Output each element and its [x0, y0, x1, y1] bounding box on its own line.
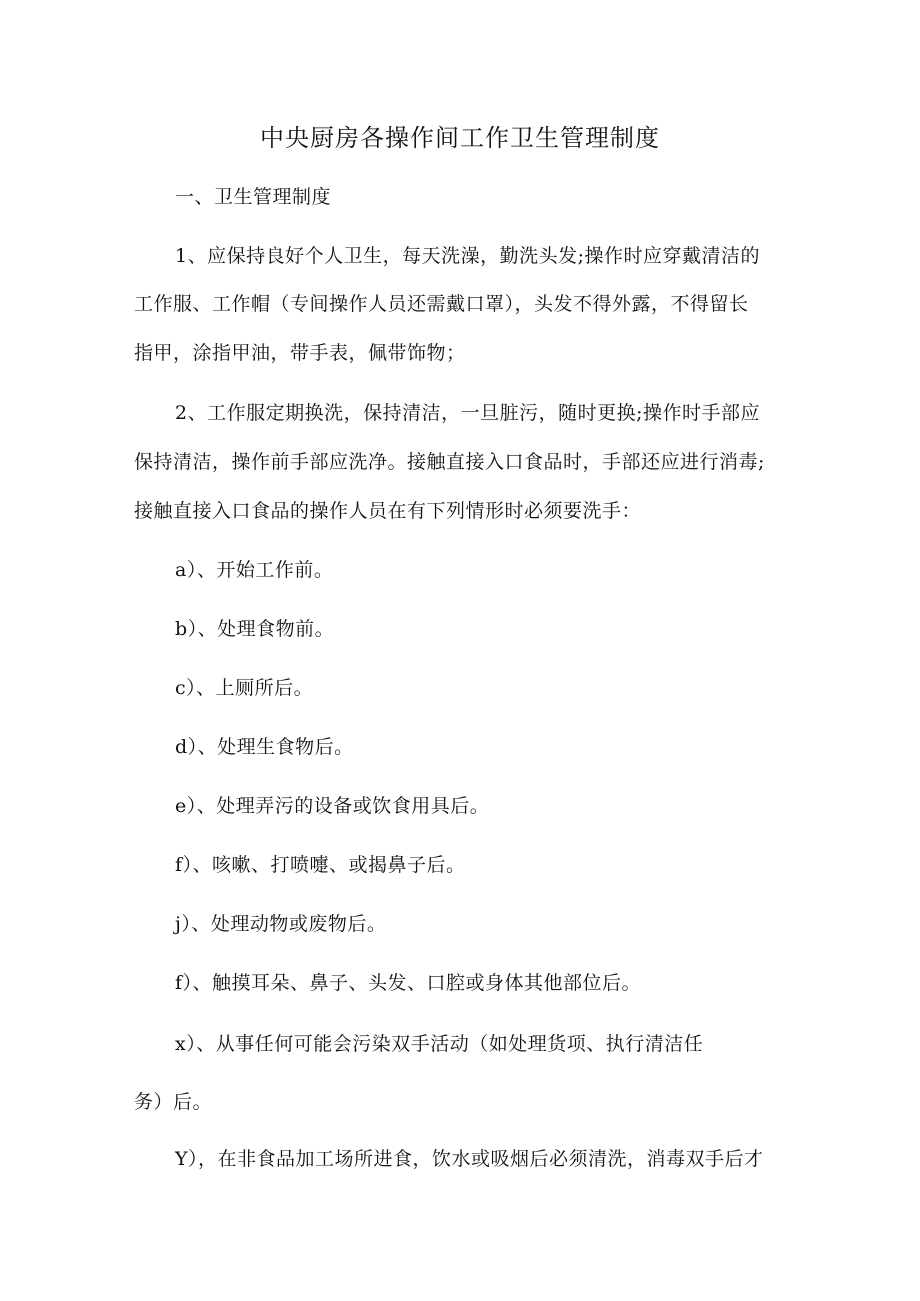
paragraph-line: 保持清洁，操作前手部应洗净。接触直接入口食品时，手部还应进行消毒;	[134, 451, 765, 473]
list-item: f）、触摸耳朵、鼻子、头发、口腔或身体其他部位后。	[175, 972, 642, 994]
list-item-continuation: 务）后。	[134, 1091, 213, 1113]
paragraph-line: 1、应保持良好个人卫生，每天洗澡，勤洗头发;操作时应穿戴清洁的	[175, 245, 760, 267]
list-item: Y），在非食品加工场所进食，饮水或吸烟后必须清洗，消毒双手后才	[175, 1148, 764, 1170]
list-item: j）、处理动物或废物后。	[175, 913, 387, 935]
paragraph-line: 接触直接入口食品的操作人员在有下列情形时必须要洗手：	[134, 500, 642, 522]
list-item: a）、开始工作前。	[175, 559, 334, 581]
list-item: d）、处理生食物后。	[175, 736, 354, 758]
paragraph-line: 工作服、工作帽（专间操作人员还需戴口罩），头发不得外露，不得留长	[134, 293, 749, 315]
paragraph-line: 指甲，涂指甲油，带手表，佩带饰物；	[134, 342, 466, 364]
paragraph-line: 2、工作服定期换洗，保持清洁，一旦脏污，随时更换;操作时手部应	[175, 402, 760, 424]
document-title: 中央厨房各操作间工作卫生管理制度	[260, 124, 660, 152]
section-heading: 一、卫生管理制度	[175, 186, 332, 208]
list-item: c）、上厕所后。	[175, 677, 314, 699]
list-item: b）、处理食物前。	[175, 618, 335, 640]
list-item: x）、从事任何可能会污染双手活动（如处理货项、执行清洁任	[175, 1033, 704, 1055]
list-item: e）、处理弄污的设备或饮食用具后。	[175, 795, 490, 817]
list-item: f）、咳嗽、打喷嚏、或揭鼻子后。	[175, 854, 466, 876]
